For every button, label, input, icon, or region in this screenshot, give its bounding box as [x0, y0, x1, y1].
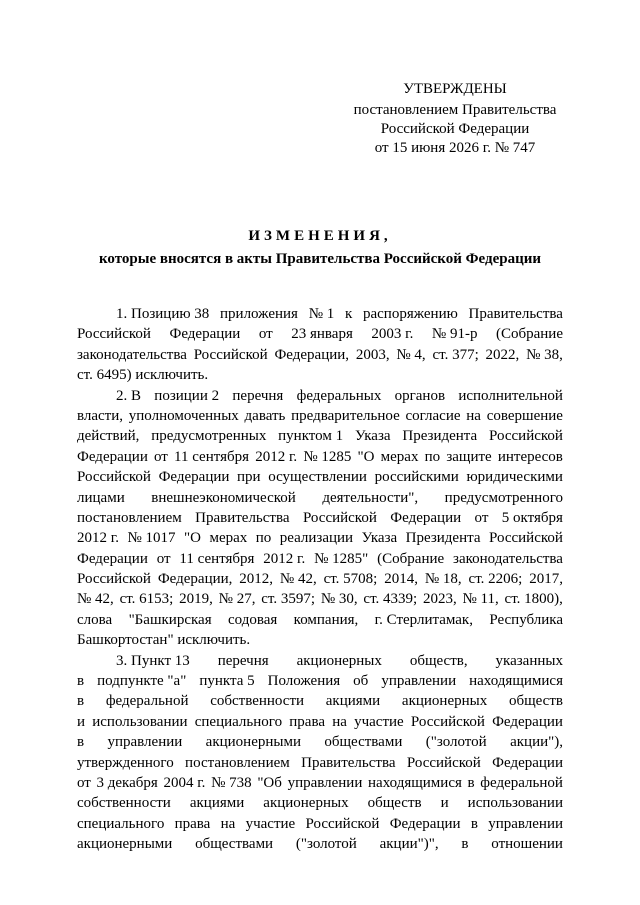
body-word: 2012 г.: [255, 448, 298, 465]
body-line: [77, 712, 563, 732]
body-word: приложения: [220, 306, 298, 322]
body-word: подпункте "а": [97, 673, 187, 690]
body-word: № 738: [211, 774, 252, 791]
approval-title: УТВЕРЖДЕНЫ: [403, 81, 507, 97]
body-word: 11 сентября: [174, 448, 250, 465]
body-word: 3 декабря: [96, 774, 158, 791]
body-line: [77, 732, 563, 752]
body-line: [77, 426, 563, 446]
body-word: Российской: [77, 571, 151, 588]
body-word: ст. 6153;: [119, 591, 174, 608]
body-word: обществами: [195, 836, 274, 853]
body-word: акциями: [325, 693, 381, 710]
body-word: № 1285: [303, 448, 352, 465]
body-word: Республика: [489, 611, 563, 628]
body-word: № 30,: [320, 591, 358, 608]
body-word: ст. 1800),: [504, 591, 563, 608]
body-word: на: [220, 815, 236, 832]
body-word: использовании: [467, 795, 563, 812]
body-word: Российской: [488, 530, 563, 547]
body-word: собственности: [210, 693, 305, 710]
body-word: постановлением: [185, 754, 290, 771]
body-word: Президента: [402, 428, 478, 445]
body-word: содовая: [227, 611, 278, 628]
body-word: 2022,: [485, 346, 520, 363]
body-word: совершение: [486, 407, 563, 424]
body-word: Федерации: [389, 815, 461, 832]
body-word: № 27,: [218, 591, 256, 608]
body-word: Правительства: [301, 754, 396, 771]
body-line: [77, 549, 563, 569]
body-word: Федерации: [77, 448, 148, 465]
body-line: [77, 589, 563, 609]
body-word: согласие: [405, 407, 461, 424]
body-word: № 42,: [77, 591, 114, 608]
body-word: № 1: [308, 306, 335, 322]
body-word: утвержденного: [77, 754, 174, 771]
body-line: [77, 569, 563, 589]
body-word: пункта 5: [199, 673, 255, 690]
body-word: российскими: [374, 469, 459, 486]
body-word: Указа: [354, 428, 391, 445]
body-word: акционерными: [77, 836, 173, 853]
body-line: [77, 671, 563, 691]
body-word: (Собрание: [377, 550, 445, 567]
body-word: № 11,: [462, 591, 499, 608]
body-word: № 4,: [396, 346, 426, 363]
body-word: Российской: [193, 346, 268, 363]
body-word: "Об: [257, 774, 282, 791]
body-word: Российской: [77, 469, 151, 486]
body-word: постановлением: [77, 509, 182, 526]
body-word: собственности: [77, 795, 171, 812]
body-line: [77, 488, 563, 508]
body-word: власти,: [77, 407, 124, 424]
body-word: 2004 г.: [163, 774, 206, 791]
body-word: федеральных: [296, 387, 382, 404]
body-word: в: [77, 734, 85, 751]
body-word: законодательства: [77, 346, 187, 363]
body-word: Федерации,: [274, 346, 350, 363]
body-word: ("золотой: [425, 734, 487, 751]
body-word: "О: [357, 448, 375, 465]
body-word: от: [77, 774, 91, 791]
approval-line: Российской Федерации: [380, 121, 530, 137]
body-word: от: [474, 509, 489, 526]
body-word: перечня: [232, 387, 284, 404]
body-word: ст. 4339;: [363, 591, 418, 608]
body-word: законодательства: [453, 550, 563, 567]
body-word: ("золотой: [295, 836, 357, 853]
body-word: Российской: [305, 815, 380, 832]
body-word: 5 октября: [501, 509, 563, 526]
body-word: находящимися: [469, 673, 563, 690]
body-word: 2003,: [355, 346, 390, 363]
body-word: отношении: [491, 836, 563, 853]
body-word: Федерации: [492, 713, 563, 730]
body-word: по: [255, 530, 272, 547]
body-word: обществами: [324, 734, 403, 751]
body-line: [77, 814, 563, 834]
body-line: [77, 345, 563, 365]
body-word: использовании: [92, 713, 188, 730]
body-word: осуществлении: [268, 469, 367, 486]
body-word: к: [344, 306, 353, 322]
body-word: интересов: [497, 448, 563, 465]
body-line: [77, 793, 563, 813]
body-word: ст. 6495) исключить.: [77, 367, 209, 384]
body-word: Российской: [77, 326, 151, 343]
body-word: 11 сентября: [179, 550, 255, 567]
body-word: 3. Пункт 13: [116, 652, 190, 669]
body-word: в: [77, 673, 85, 690]
body-word: (Собрание: [495, 326, 563, 343]
body-word: компания,: [293, 611, 359, 628]
body-word: действий,: [77, 428, 140, 445]
body-word: акционерных: [401, 693, 488, 710]
body-word: ст. 377;: [432, 346, 479, 363]
body-line: [77, 447, 563, 467]
body-word: предусмотренных: [151, 428, 267, 445]
body-word: распоряжению: [362, 306, 458, 322]
body-word: акционерных: [263, 795, 349, 812]
body-word: юридическими: [466, 469, 563, 486]
approval-line: от 15 июня 2026 г. № 747: [374, 140, 536, 156]
body-word: Президента: [405, 530, 481, 547]
body-word: находящимися: [368, 774, 462, 791]
body-word: управлении: [287, 774, 363, 791]
body-word: № 18,: [424, 571, 462, 588]
body-word: 2. В: [116, 387, 142, 404]
body-word: об: [353, 673, 369, 690]
body-word: в: [77, 693, 85, 710]
body-word: федеральной: [105, 693, 189, 710]
body-word: Российской: [489, 428, 563, 445]
body-word: Федерации: [77, 550, 148, 567]
body-word: на: [466, 407, 481, 424]
body-word: перечня: [217, 652, 269, 669]
body-word: в: [467, 774, 475, 791]
body-word: акциями: [189, 795, 245, 812]
body-word: "Башкирская: [128, 611, 212, 628]
body-word: указанных: [495, 652, 563, 669]
body-line: [77, 753, 563, 773]
body-word: Российской: [406, 754, 481, 771]
body-word: 2012 г.: [77, 530, 119, 547]
body-word: мерах: [209, 530, 248, 547]
body-word: участие: [354, 713, 404, 730]
body-word: специального: [194, 713, 283, 730]
body-line: [77, 386, 563, 406]
body-word: обществ: [367, 795, 422, 812]
body-word: № 42,: [279, 571, 317, 588]
body-word: и: [77, 713, 86, 730]
body-word: предусмотренного: [444, 489, 563, 506]
body-word: акционерными: [205, 734, 301, 751]
body-word: обществ: [508, 693, 563, 710]
body-word: Указа: [361, 530, 398, 547]
body-word: внешнеэкономической: [151, 489, 296, 506]
body-word: № 1017: [127, 530, 176, 547]
body-word: № 38,: [526, 346, 563, 363]
body-word: ст. 3597;: [261, 591, 316, 608]
body-word: 2017,: [529, 571, 563, 588]
body-word: Федерации: [169, 326, 241, 343]
body-word: Федерации: [158, 469, 230, 486]
body-word: Федерации,: [157, 571, 233, 588]
body-line: [77, 834, 563, 854]
body-word: слова: [77, 611, 113, 628]
body-line: [77, 324, 563, 344]
body-word: 2012,: [239, 571, 274, 588]
body-word: Российской: [302, 509, 377, 526]
body-word: 1. Позицию 38: [116, 306, 210, 322]
body-word: управлении: [488, 815, 563, 832]
body-word: по: [424, 448, 441, 465]
body-word: в: [470, 815, 478, 832]
body-word: пунктом 1: [278, 428, 344, 445]
document-body: [77, 304, 563, 855]
body-word: 23 января: [291, 326, 353, 343]
body-word: федеральной: [480, 774, 563, 791]
body-word: акционерных: [296, 652, 382, 669]
approval-line: постановлением Правительства: [353, 102, 557, 118]
body-line: [77, 651, 563, 671]
body-word: Правительства: [468, 306, 563, 322]
body-word: при: [237, 469, 261, 486]
body-word: 2014,: [384, 571, 418, 588]
body-word: управлении: [381, 673, 457, 690]
body-word: специального: [77, 815, 165, 832]
body-word: исполнительной: [458, 387, 563, 404]
body-word: обществ,: [409, 652, 468, 669]
body-word: управлении: [107, 734, 183, 751]
body-line: [77, 365, 563, 385]
body-word: "О: [184, 530, 201, 547]
body-word: от: [156, 550, 171, 567]
body-word: в: [461, 836, 469, 853]
body-line: [77, 773, 563, 793]
body-line: [77, 508, 563, 528]
body-word: права: [174, 815, 211, 832]
body-word: уполномоченных: [128, 407, 239, 424]
body-word: № 91-р: [431, 326, 478, 343]
body-word: от: [154, 448, 168, 465]
body-word: от: [258, 326, 273, 343]
body-word: на: [332, 713, 347, 730]
body-word: органов: [394, 387, 446, 404]
body-word: давать: [244, 407, 286, 424]
body-word: 2003 г.: [371, 326, 414, 343]
body-line: [77, 304, 563, 324]
approval-block: [330, 80, 580, 158]
body-word: 2023,: [422, 591, 457, 608]
body-word: № 1285": [314, 550, 369, 567]
body-word: предварительное: [291, 407, 400, 424]
body-word: деятельности",: [322, 489, 419, 506]
body-word: ст. 2206;: [468, 571, 523, 588]
document-heading: ИЗМЕНЕНИЯ,: [248, 228, 392, 244]
body-line: [77, 528, 563, 548]
body-word: г. Стерлитамак,: [374, 611, 473, 628]
body-word: ст. 5708;: [323, 571, 378, 588]
body-word: акции"),: [510, 734, 563, 751]
body-word: 2019,: [179, 591, 213, 608]
body-word: реализации: [279, 530, 354, 547]
body-line: [77, 630, 563, 650]
body-word: Федерации: [492, 754, 563, 771]
body-line: [77, 406, 563, 426]
body-word: 2012 г.: [263, 550, 306, 567]
body-line: [77, 691, 563, 711]
body-line: [77, 467, 563, 487]
body-word: защите: [446, 448, 492, 465]
body-word: позиции 2: [154, 387, 220, 404]
body-line: [77, 610, 563, 630]
body-word: права: [289, 713, 326, 730]
body-word: Правительства: [195, 509, 290, 526]
body-word: Башкортостан" исключить.: [77, 632, 251, 649]
body-word: и: [440, 795, 449, 812]
body-word: Российской: [410, 713, 485, 730]
document-subheading: которые вносятся в акты Правительства Российской Федерации: [98, 251, 542, 267]
body-word: лицами: [77, 489, 125, 506]
body-word: акции")",: [379, 836, 439, 853]
body-word: Федерации: [390, 509, 462, 526]
body-word: участие: [245, 815, 296, 832]
body-word: Положения: [267, 673, 341, 690]
body-word: мерах: [380, 448, 419, 465]
